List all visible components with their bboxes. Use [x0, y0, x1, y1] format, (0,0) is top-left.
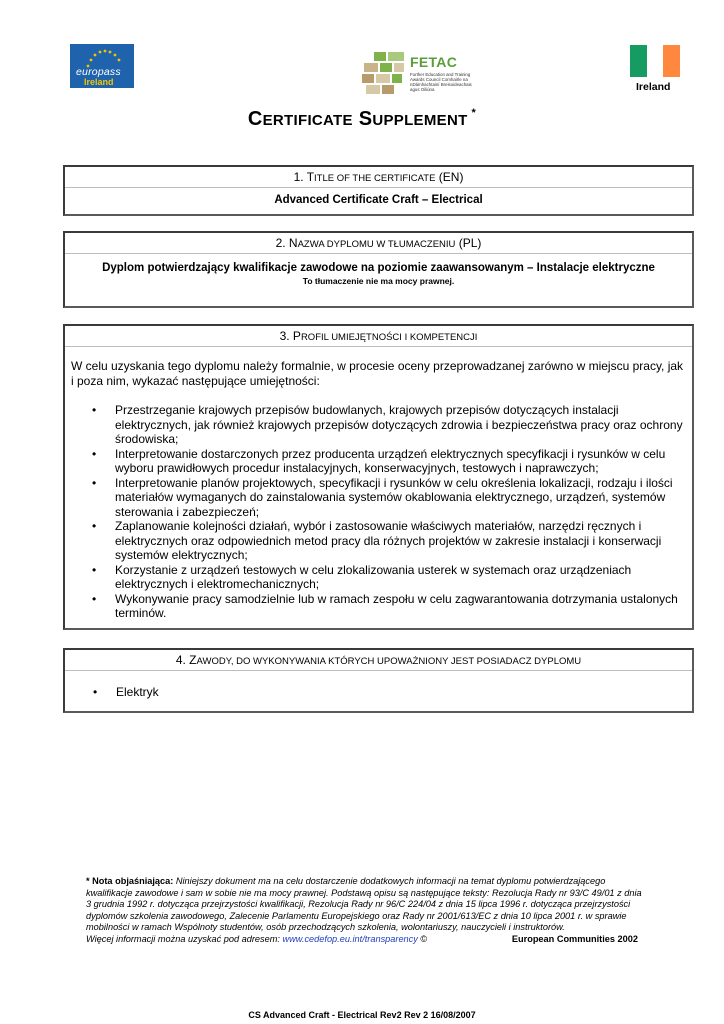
- skills-list: [71, 403, 686, 621]
- fetac-name: FETAC: [410, 54, 458, 70]
- list-item: • Interpretowanie dostarczonych przez producenta urządzeń elektrycznych specyfikacji i rysunków w celu wyboru prawidłowych procedur instalacyjnych, konserwacyjnych, testowych i naprawczych;: [115, 447, 686, 476]
- more-info-text: Więcej informacji można uzyskać pod adresem:: [86, 933, 283, 944]
- section-heading: 4. ZAWODY, DO WYKONYWANIA KTÓRYCH UPOWAŻNIONY JEST POSIADACZ DYPLOMU: [65, 650, 692, 671]
- europass-ireland-logo: [70, 44, 134, 88]
- list-item: • Korzystanie z urządzeń testowych w celu zlokalizowania usterek w systemach oraz urządzeniach elektrycznych i elektromechanicznych;: [115, 563, 686, 592]
- note-text: Niniejszy dokument ma na celu dostarczenie dodatkowych informacji na temat dyplomu potwierdzającego kwalifikacje zawodowe i sam w sobie nie ma mocy prawnej. Podstawą opisu są następujące teksty: Rezolucja Rady nr 93/C 49/01 z dnia 3 grudnia 1992 r. dotycząca przejrzystości kwalifikacji, Rezolucja Rady nr 96/C 224/04 z dnia 15 lipca 1996 r. dotycząca przejrzystości dyplomów szkolenia zawodowego, Zalecenie Parlamentu Europejskiego oraz Rady nr 2001/613/EC z dnia 10 lipca 2001 r. w sprawie mobilności w ramach Wspólnoty studentów, osób przechodzących szkolenia, wolontariuszy, nauczycieli i instruktorów.: [86, 876, 642, 933]
- list-item: • Zaplanowanie kolejności działań, wybór i zastosowanie właściwych materiałów, narzędzi ręcznych i elektrycznych oraz odpowiednich metod pracy dla różnych projektów w zakresie instalacji i konserwacji systemów elektrycznych;: [115, 519, 686, 563]
- section-translated-title: [63, 231, 694, 308]
- ireland-flag-icon: [630, 45, 680, 77]
- section-title-of-certificate: [63, 165, 694, 216]
- explanatory-note: [86, 876, 646, 946]
- list-item: • Wykonywanie pracy samodzielnie lub w ramach zespołu w celu zagwarantowania dotrzymania ustalonych terminów.: [115, 592, 686, 621]
- europass-logo-line2: Ireland: [84, 77, 114, 87]
- list-item: • Interpretowanie planów projektowych, specyfikacji i rysunków w celu określenia lokalizacji, rodzaju i ilości materiałów wymaganych do zainstalowania systemów okablowania elektrycznego, urządzeń, systemów sterowania i zabezpieczeń;: [115, 476, 686, 520]
- note-label: * Nota objaśniająca:: [86, 876, 174, 886]
- section-heading: 1. TITLE OF THE CERTIFICATE (EN): [65, 167, 692, 188]
- fetac-blocks-icon: [360, 50, 408, 96]
- copyright-sign: ©: [417, 933, 428, 944]
- publisher-label: European Communities 2002: [511, 933, 638, 944]
- list-item: • Elektryk: [116, 685, 692, 699]
- list-item: • Przestrzeganie krajowych przepisów budowlanych, krajowych przepisów dotyczących instalacji elektrycznych, jak również krajowych przepisów dotyczących zdrowia i bezpieczeństwa pracy oraz ochrony środowiska;: [115, 403, 686, 447]
- occupations-list: [65, 671, 692, 699]
- transparency-link[interactable]: www.cedefop.eu.int/transparency: [282, 933, 418, 944]
- translation-note: To tłumaczenie nie ma mocy prawnej.: [302, 276, 455, 286]
- fetac-logo: [360, 50, 470, 98]
- country-label: Ireland: [636, 81, 671, 93]
- fetac-tagline: Further Education and Training Awards Council Comhairle na nDámhachtainí Breisoideachais agus Oiliúna: [410, 72, 472, 92]
- page-title: CERTIFICATE SUPPLEMENT *: [247, 107, 477, 130]
- europass-logo-line1: europass: [76, 66, 121, 78]
- document-footer: CS Advanced Craft - Electrical Rev2 Rev 2 16/08/2007: [248, 1010, 476, 1020]
- certificate-title-pl: Dyplom potwierdzający kwalifikacje zawodowe na poziomie zaawansowanym – Instalacje elektryczne: [102, 262, 655, 274]
- skills-intro: W celu uzyskania tego dyplomu należy formalnie, w procesie oceny przeprowadzanej zarówno w miejscu pracy, jak i poza nim, wykazać następujące umiejętności:: [71, 359, 684, 388]
- certificate-title-en: Advanced Certificate Craft – Electrical: [274, 194, 483, 206]
- section-skills-profile: [63, 324, 694, 630]
- section-heading: 3. PROFIL UMIEJĘTNOŚCI I KOMPETENCJI: [65, 326, 692, 347]
- section-occupations: [63, 648, 694, 713]
- section-heading: 2. NAZWA DYPLOMU W TŁUMACZENIU (PL): [65, 233, 692, 254]
